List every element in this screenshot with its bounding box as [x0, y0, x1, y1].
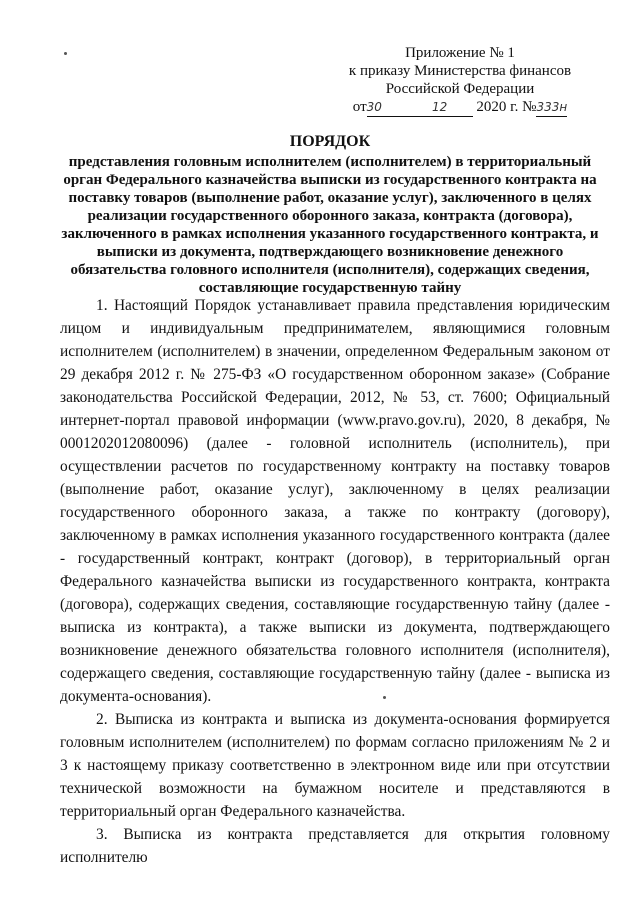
date-month: 12 [407, 98, 473, 117]
document-body [60, 294, 610, 869]
paragraph-2: 2. Выписка из контракта и выписка из документа-основания формируется головным исполнителем (исполнителем) по формам согласно приложениям № 2 и 3 к настоящему приказу соответственно в электронном виде или при отсутствии технической возможности на бумажном носителе и представляются в территориальный орган Федерального казначейства. [60, 711, 610, 820]
date-day: 30 [367, 98, 407, 117]
appendix-line-3: Российской Федерации [385, 81, 535, 97]
appendix-line-1: Приложение № 1 [405, 45, 515, 61]
document-title [50, 133, 610, 297]
appendix-block [300, 44, 620, 117]
paragraph-3: 3. Выписка из контракта представляется для открытия головному исполнителю [60, 826, 610, 866]
scan-speck [383, 696, 386, 699]
date-year: 2020 г. № [476, 99, 537, 115]
appendix-date-line [300, 98, 620, 117]
date-prefix: от [352, 99, 367, 115]
scan-speck [64, 52, 67, 55]
title-heading: ПОРЯДОК [289, 133, 371, 150]
order-number: 333н [536, 98, 567, 117]
paragraph-1: 1. Настоящий Порядок устанавливает правила представления юридическим лицом и индивидуальным предпринимателем, являющимися головным исполнителем (исполнителем) в значении, определенном Федеральным законом от 29 декабря 2012 г. № 275-ФЗ «О государственном оборонном заказе» (Собрание законодательства Российской Федерации, 2012, № 53, ст. 7600; Официальный интернет-портал правовой информации (www.pravo.gov.ru), 2020, 8 декабря, № 0001202012080096) (далее - головной исполнитель (исполнитель), при осуществлении расчетов по государственному контракту на поставку товаров (выполнение работ, оказание услуг), заключенному в целях реализации государственного оборонного заказа, а также по контракту (договору), заключенному в рамках исполнения указанного государственного контракта (далее - государственный контракт, контракт (договор), в территориальный орган Федерального казначейства выписки из государственного контракта, контракта (договора), содержащих сведения, составляющие государственную тайну (далее - выписка из контракта), а также выписки из документа, подтверждающего возникновение денежного обязательства головного исполнителя (исполнителя), содержащего сведения, составляющие государственную тайну (далее - выписка из документа-основания). [60, 297, 610, 705]
title-subtitle: представления головным исполнителем (исполнителем) в территориальный орган Федерального казначейства выписки из государственного контракта на поставку товаров (выполнение работ, оказание услуг), заключенного в целях реализации государственного оборонного заказа, контракта (договора), заключенного в рамках исполнения указанного государственного контракта, и выписки из документа, подтверждающего возникновение денежного обязательства головного исполнителя (исполнителя), содержащих сведения, составляющие государственную тайну [61, 154, 599, 296]
appendix-line-2: к приказу Министерства финансов [348, 63, 572, 79]
